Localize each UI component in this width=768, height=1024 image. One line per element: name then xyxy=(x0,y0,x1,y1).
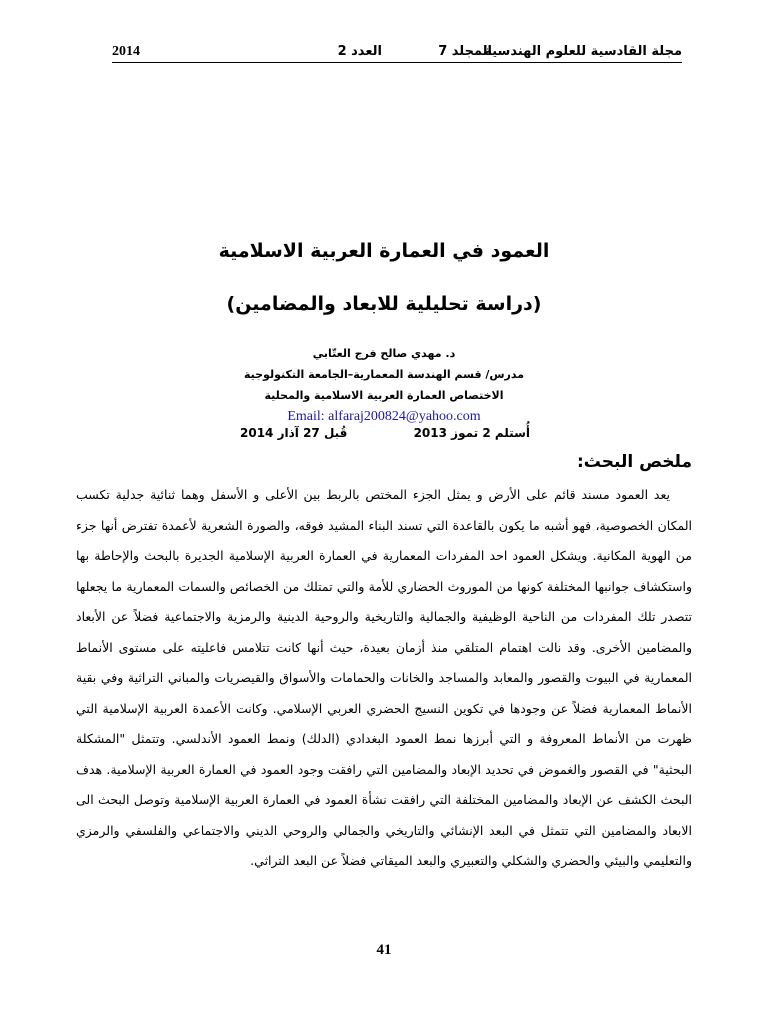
received-date: أُستلم 2 تموز 2013 xyxy=(413,426,530,440)
author-email[interactable]: Email: alfaraj200824@yahoo.com xyxy=(287,409,481,424)
accepted-date: قُبل 27 آذار 2014 xyxy=(240,426,348,440)
abstract-body xyxy=(76,480,692,877)
issue-number: العدد 2 xyxy=(337,44,382,59)
abstract-paragraph: يعد العمود مسند قائم على الأرض و يمثل الجزء المختص بالربط بين الأعلى و الأسفل وهما ثنائية جدلية تكسب المكان الخصوصية، فهو أشبه ما يكون بالقاعدة التي تسند البناء المشيد فوقه، والصورة الشعرية لأعمدة تفترض أنها جزء من الهوية المكانية. ويشكل العمود احد المفردات المعمارية في العمارة العربية الإسلامية الجديرة بالبحث والإحاطة بها واستكشاف جوانبها المختلفة كونها من الموروث الحضاري للأمة والتي تمتلك من الخصائص والسمات المعمارية ما يجعلها تتصدر تلك المفردات من الناحية الوظيفية والجمالية والتاريخية والروحية الدينية والرمزية والاجتماعية فضلاً عن الأبعاد والمضامين الأخرى. وقد نالت اهتمام المتلقي منذ أزمان بعيدة، حيث أنها كانت تتلامس فاعليته على مستوى الأنماط المعمارية في البيوت والقصور والمعابد والمساجد والخانات والحمامات والأسواق والقيصريات والمباني التراثية وفي بقية الأنماط المعمارية فضلاً عن وجودها في تكوين النسيج الحضري العربي الإسلامي. وكانت الأعمدة العربية الإسلامية التي ظهرت من الأنماط المعروفة و التي أبرزها نمط العمود البغدادي (الدلك) ونمط العمود الأندلسي. وتتمثل "المشكلة البحثية" في القصور والغموض في تحديد الإبعاد والمضامين التي رافقت وجود العمود في العمارة العربية الإسلامية. هدف البحث الكشف عن الإبعاد والمضامين المختلفة التي رافقت نشأة العمود في العمارة العربية الإسلامية وتوصل البحث الى الابعاد والمضامين التي تتمثل في البعد الإنشائي والتاريخي والجمالي والروحي الديني والاجتماعي والفلسفي والرمزي والتعليمي والبيئي والحضري والشكلي والتعبيري والبعد الميقاتي فضلاً عن البعد التراثي. xyxy=(76,487,692,868)
journal-header xyxy=(112,40,682,63)
paper-title: العمود في العمارة العربية الاسلامية xyxy=(218,240,550,262)
paper-subtitle: (دراسة تحليلية للابعاد والمضامين) xyxy=(226,293,542,315)
volume-number: المجلد 7 xyxy=(438,44,492,59)
journal-name: مجلة القادسية للعلوم الهندسية xyxy=(484,44,682,59)
page-number: 41 xyxy=(376,942,392,958)
author-name: د. مهدي صالح فرج العتّابي xyxy=(312,347,456,360)
publication-year: 2014 xyxy=(112,44,140,59)
author-block xyxy=(0,343,768,427)
abstract-heading: ملخص البحث: xyxy=(576,452,692,472)
submission-dates xyxy=(240,426,530,446)
author-position: مدرس/ قسم الهندسة المعمارية–الجامعة التكنولوجية xyxy=(243,368,525,381)
author-specialization: الاختصاص العمارة العربية الاسلامية والمحلية xyxy=(264,389,504,402)
